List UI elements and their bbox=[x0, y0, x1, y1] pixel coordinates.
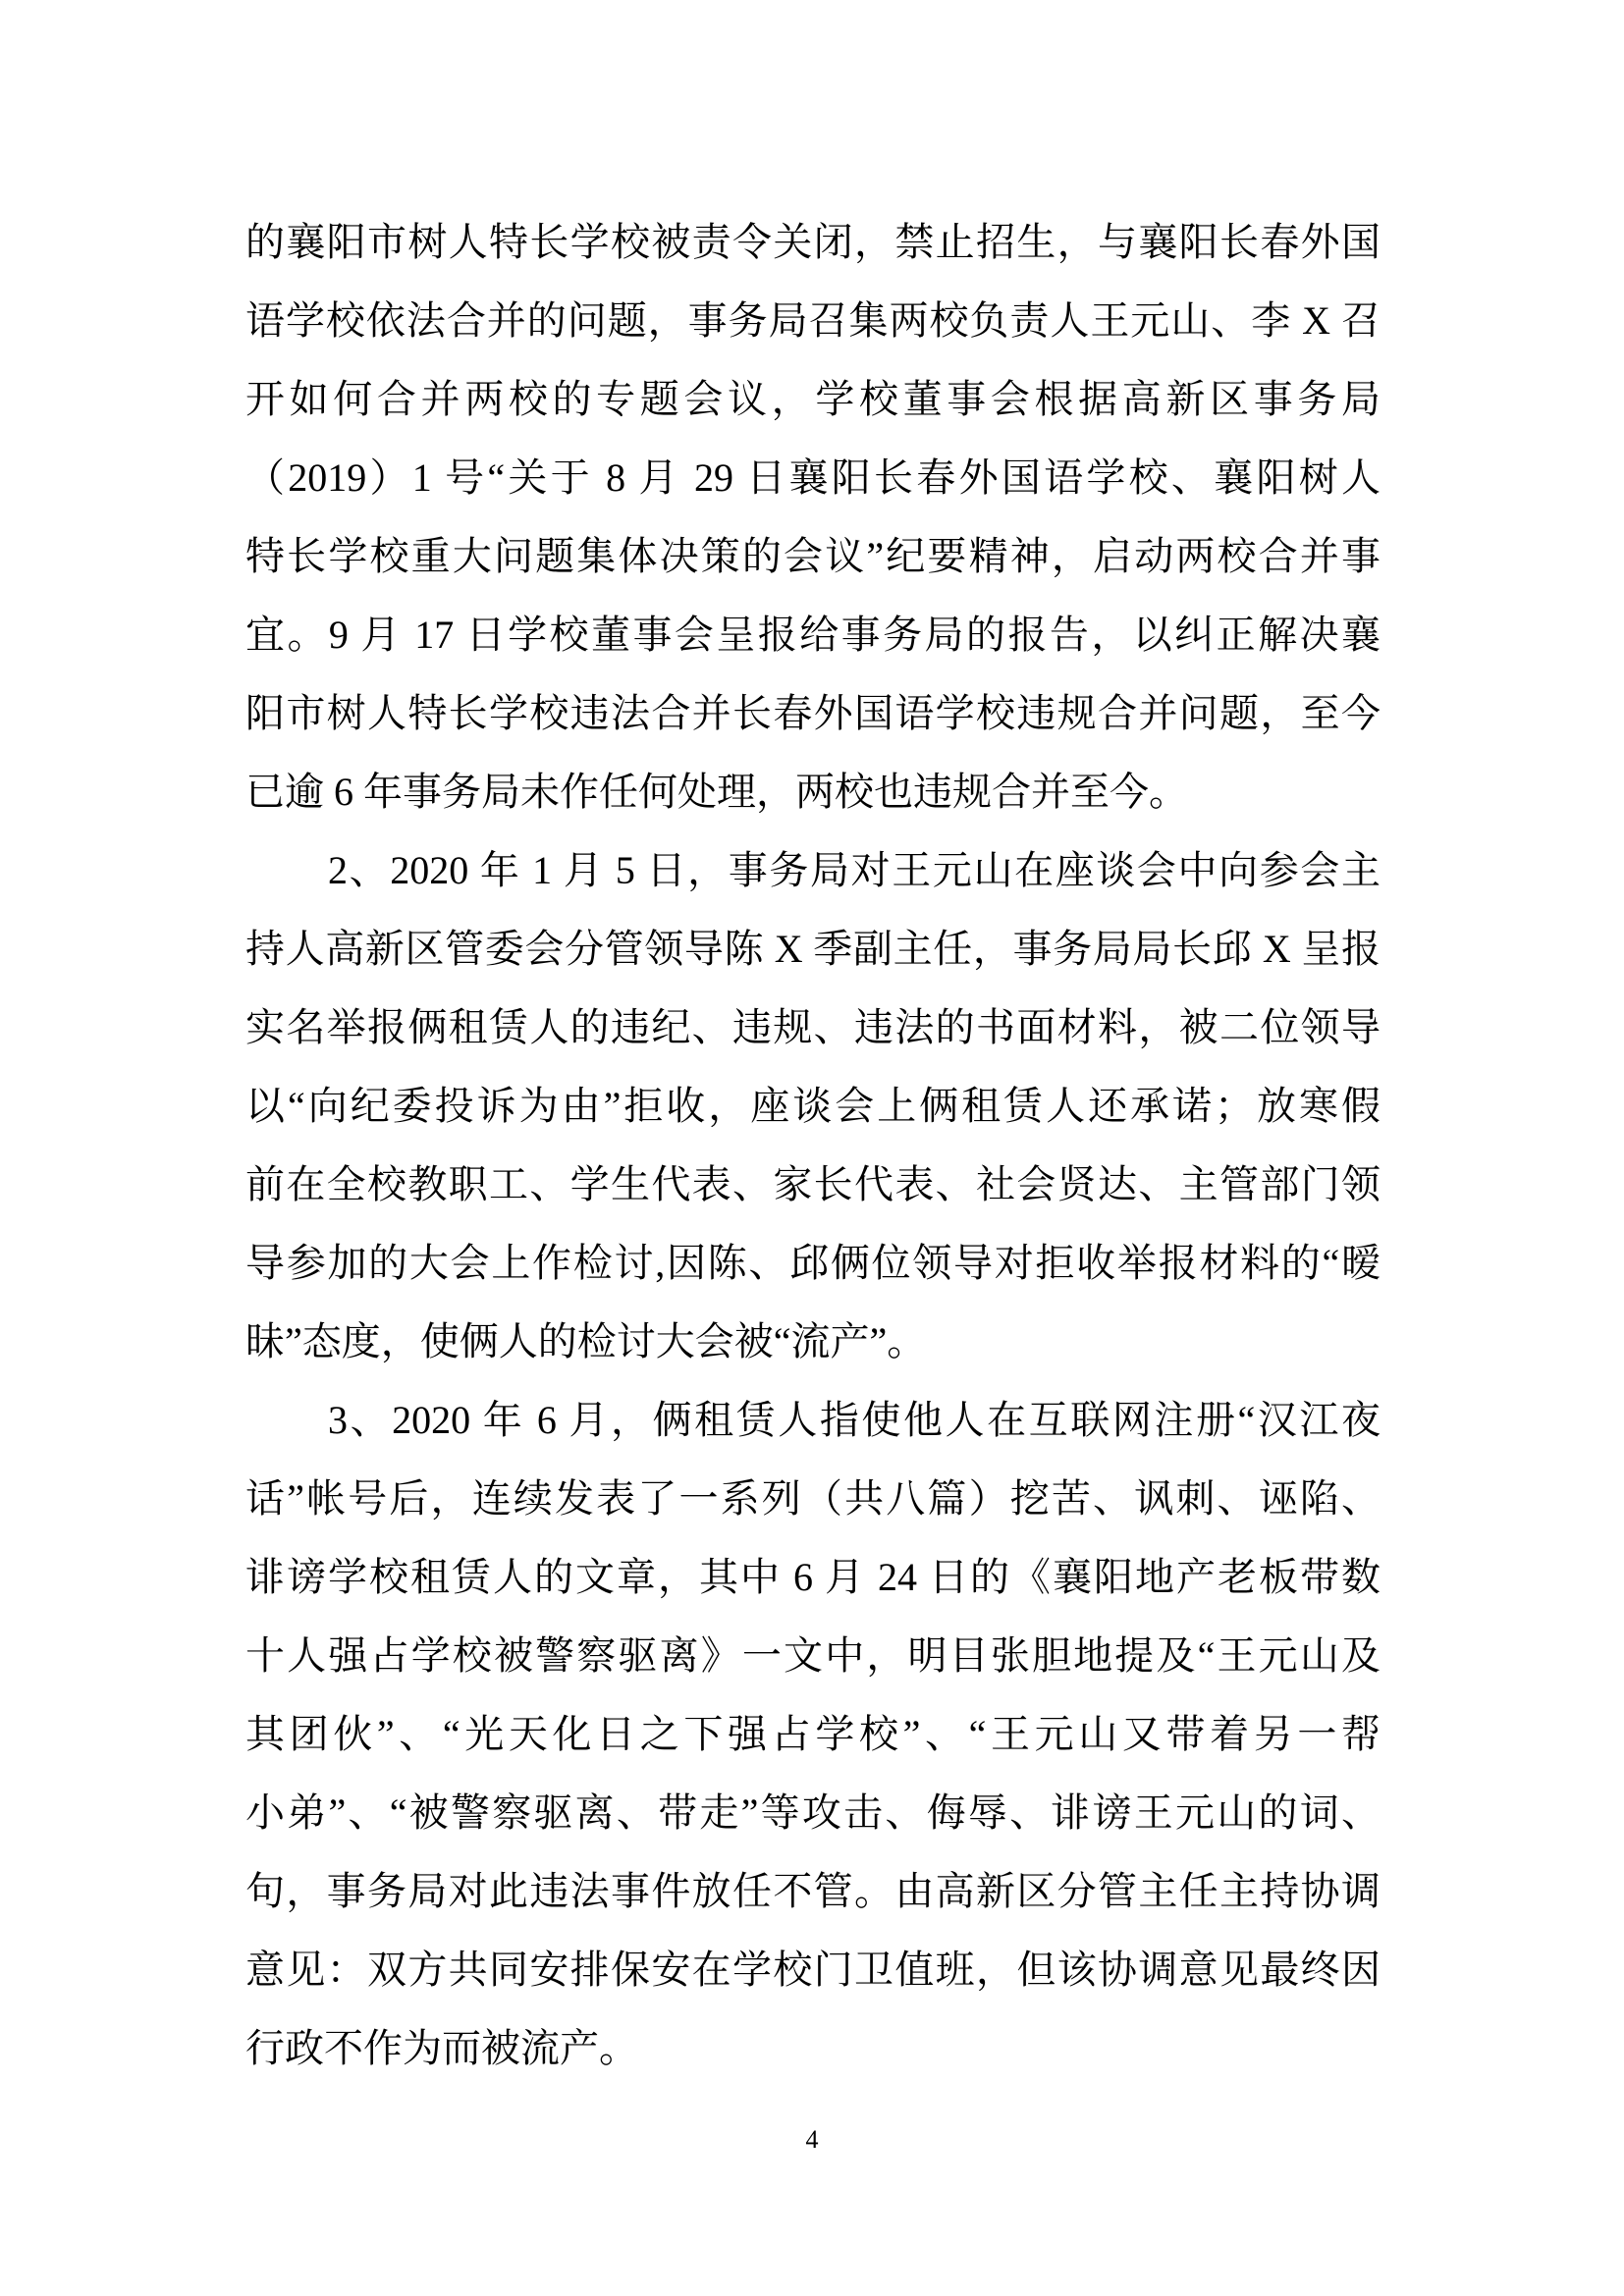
text-line: 已逾 6 年事务局未作任何处理，两校也违规合并至今。 bbox=[245, 770, 1188, 814]
document-body bbox=[245, 203, 1380, 2088]
text-line: 开如何合并两校的专题会议，学校董事会根据高新区事务局 bbox=[245, 377, 1380, 421]
text-line: 语学校依法合并的问题，事务局召集两校负责人王元山、李 X 召 bbox=[245, 298, 1380, 343]
text-line: 持人高新区管委会分管领导陈 X 季副主任，事务局局长邱 X 呈报 bbox=[245, 927, 1380, 971]
text-line: 小弟”、“被警察驱离、带走”等攻击、侮辱、诽谤王元山的词、 bbox=[245, 1790, 1380, 1835]
text-line: 2、2020 年 1 月 5 日，事务局对王元山在座谈会中向参会主 bbox=[328, 848, 1380, 892]
text-line: 昧”态度，使俩人的检讨大会被“流产”。 bbox=[245, 1319, 927, 1363]
text-line: 的襄阳市树人特长学校被责令关闭，禁止招生，与襄阳长春外国 bbox=[245, 220, 1380, 264]
text-line: （2019）1 号“关于 8 月 29 日襄阳长春外国语学校、襄阳树人 bbox=[245, 455, 1380, 500]
text-line: 十人强占学校被警察驱离》一文中，明目张胆地提及“王元山及 bbox=[245, 1633, 1380, 1678]
text-line: 话”帐号后，连续发表了一系列（共八篇）挖苦、讽刺、诬陷、 bbox=[245, 1476, 1380, 1521]
paragraph-2 bbox=[245, 831, 1380, 1381]
text-line: 其团伙”、“光天化日之下强占学校”、“王元山又带着另一帮 bbox=[245, 1712, 1380, 1756]
text-line: 3、2020 年 6 月，俩租赁人指使他人在互联网注册“汉江夜 bbox=[328, 1398, 1380, 1442]
paragraph-3 bbox=[245, 1381, 1380, 2088]
text-line: 导参加的大会上作检讨,因陈、邱俩位领导对拒收举报材料的“暧 bbox=[245, 1241, 1380, 1285]
text-line: 以“向纪委投诉为由”拒收，座谈会上俩租赁人还承诺；放寒假 bbox=[245, 1084, 1380, 1128]
text-line: 行政不作为而被流产。 bbox=[245, 2026, 638, 2070]
page-number: 4 bbox=[805, 2125, 819, 2154]
text-line: 特长学校重大问题集体决策的会议”纪要精神，启动两校合并事 bbox=[245, 534, 1380, 578]
text-line: 实名举报俩租赁人的违纪、违规、违法的书面材料，被二位领导 bbox=[245, 1005, 1380, 1049]
text-line: 诽谤学校租赁人的文章，其中 6 月 24 日的《襄阳地产老板带数 bbox=[245, 1555, 1380, 1599]
paragraph-1 bbox=[245, 203, 1380, 831]
text-line: 句，事务局对此违法事件放任不管。由高新区分管主任主持协调 bbox=[245, 1869, 1380, 1913]
text-line: 阳市树人特长学校违法合并长春外国语学校违规合并问题，至今 bbox=[245, 691, 1380, 735]
text-line: 前在全校教职工、学生代表、家长代表、社会贤达、主管部门领 bbox=[245, 1162, 1380, 1206]
text-line: 宜。9 月 17 日学校董事会呈报给事务局的报告，以纠正解决襄 bbox=[245, 613, 1380, 657]
text-line: 意见：双方共同安排保安在学校门卫值班，但该协调意见最终因 bbox=[245, 1948, 1380, 1992]
